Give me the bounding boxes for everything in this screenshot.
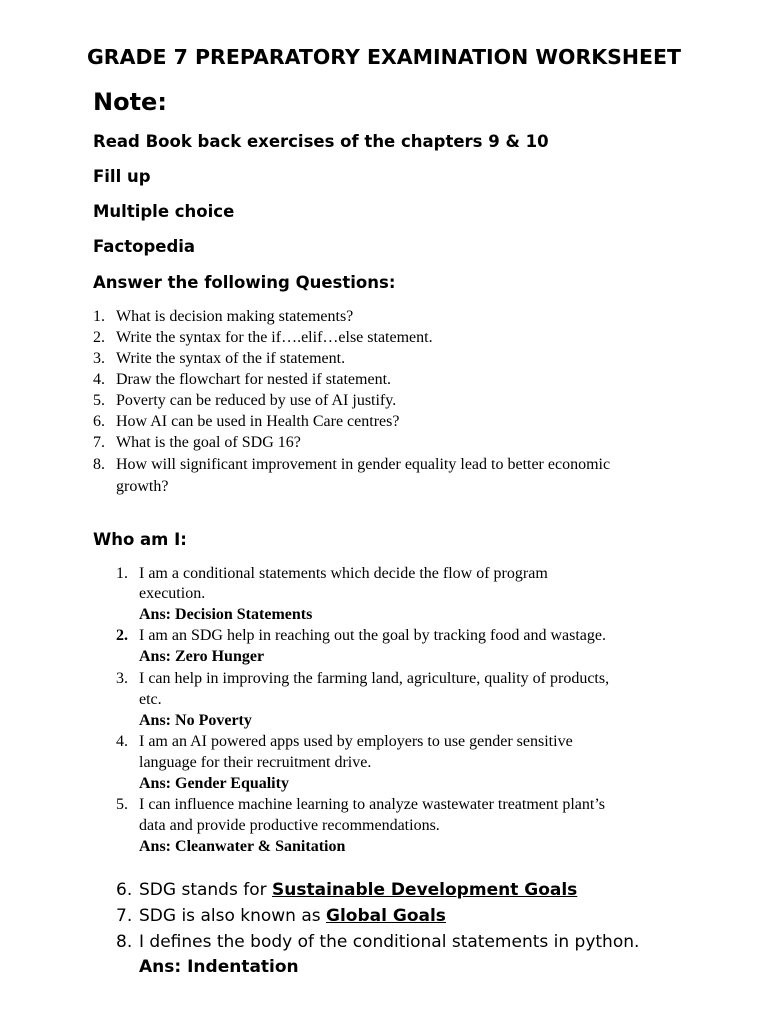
question-number: 3. (93, 350, 105, 367)
who-item-number: 2. (116, 627, 128, 644)
question-text: How AI can be used in Health Care centres? (116, 413, 400, 430)
question-text: How will significant improvement in gender equality lead to better economic (116, 456, 611, 473)
question-number: 4. (93, 371, 105, 388)
who-item-text: I can help in improving the farming land, agriculture, quality of products, (139, 670, 610, 687)
who-item-answer: Ans: No Poverty (139, 712, 252, 729)
who-item-number: 4. (116, 733, 128, 750)
sdg-item-answer: Ans: Indentation (139, 957, 299, 977)
question-text: Draw the flowchart for nested if statement. (116, 371, 392, 388)
note-heading: Note: (93, 88, 167, 116)
question-text: What is decision making statements? (116, 308, 354, 325)
question-number: 1. (93, 308, 105, 325)
sdg-item-prefix: SDG stands for (139, 880, 273, 900)
question-number: 7. (93, 434, 105, 451)
question-number: 5. (93, 392, 105, 409)
note-item-factopedia: Factopedia (93, 237, 196, 256)
note-item-multiple-choice: Multiple choice (93, 202, 235, 221)
who-item-text: I am an AI powered apps used by employers to use gender sensitive (139, 733, 573, 750)
question-number: 6. (93, 413, 105, 430)
sdg-item-answer: Global Goals (326, 906, 446, 926)
who-item-text-continued: execution. (139, 585, 206, 602)
who-item-answer: Ans: Decision Statements (139, 606, 313, 623)
who-item-text-continued: language for their recruitment drive. (139, 754, 372, 771)
page-title: GRADE 7 PREPARATORY EXAMINATION WORKSHEET (86, 45, 682, 69)
who-item-text-continued: data and provide productive recommendations. (139, 817, 440, 834)
sdg-item-text (139, 906, 446, 926)
question-text: Poverty can be reduced by use of AI justify. (116, 392, 397, 409)
who-item-text: I am an SDG help in reaching out the goal by tracking food and wastage. (139, 627, 606, 644)
who-item-answer: Ans: Zero Hunger (139, 648, 265, 665)
question-text: Write the syntax of the if statement. (116, 350, 346, 367)
sdg-item-number: 8. (116, 932, 133, 952)
sdg-item-answer: Sustainable Development Goals (272, 880, 578, 900)
sdg-item-number: 7. (116, 906, 133, 926)
sdg-item-prefix: SDG is also known as (139, 906, 327, 926)
sdg-item-text (139, 880, 577, 900)
who-item-text-continued: etc. (139, 691, 162, 708)
question-text: What is the goal of SDG 16? (116, 434, 301, 451)
question-text: Write the syntax for the if….elif…else statement. (116, 329, 433, 346)
who-item-number: 3. (116, 670, 128, 687)
who-item-number: 5. (116, 796, 128, 813)
who-item-answer: Ans: Cleanwater & Sanitation (139, 838, 346, 855)
who-am-i-heading: Who am I: (93, 530, 187, 549)
question-number: 8. (93, 456, 105, 473)
question-number: 2. (93, 329, 105, 346)
note-item-read-book: Read Book back exercises of the chapters 9 & 10 (93, 132, 549, 151)
who-item-number: 1. (116, 565, 128, 582)
questions-heading: Answer the following Questions: (93, 273, 396, 292)
who-item-text: I am a conditional statements which decide the flow of program (139, 565, 548, 582)
who-item-text: I can influence machine learning to analyze wastewater treatment plant’s (139, 796, 606, 813)
sdg-item-number: 6. (116, 880, 133, 900)
note-item-fill-up: Fill up (93, 167, 151, 186)
who-item-answer: Ans: Gender Equality (139, 775, 289, 792)
sdg-item-text: I defines the body of the conditional statements in python. (139, 932, 640, 952)
question-text-continued: growth? (116, 478, 169, 495)
